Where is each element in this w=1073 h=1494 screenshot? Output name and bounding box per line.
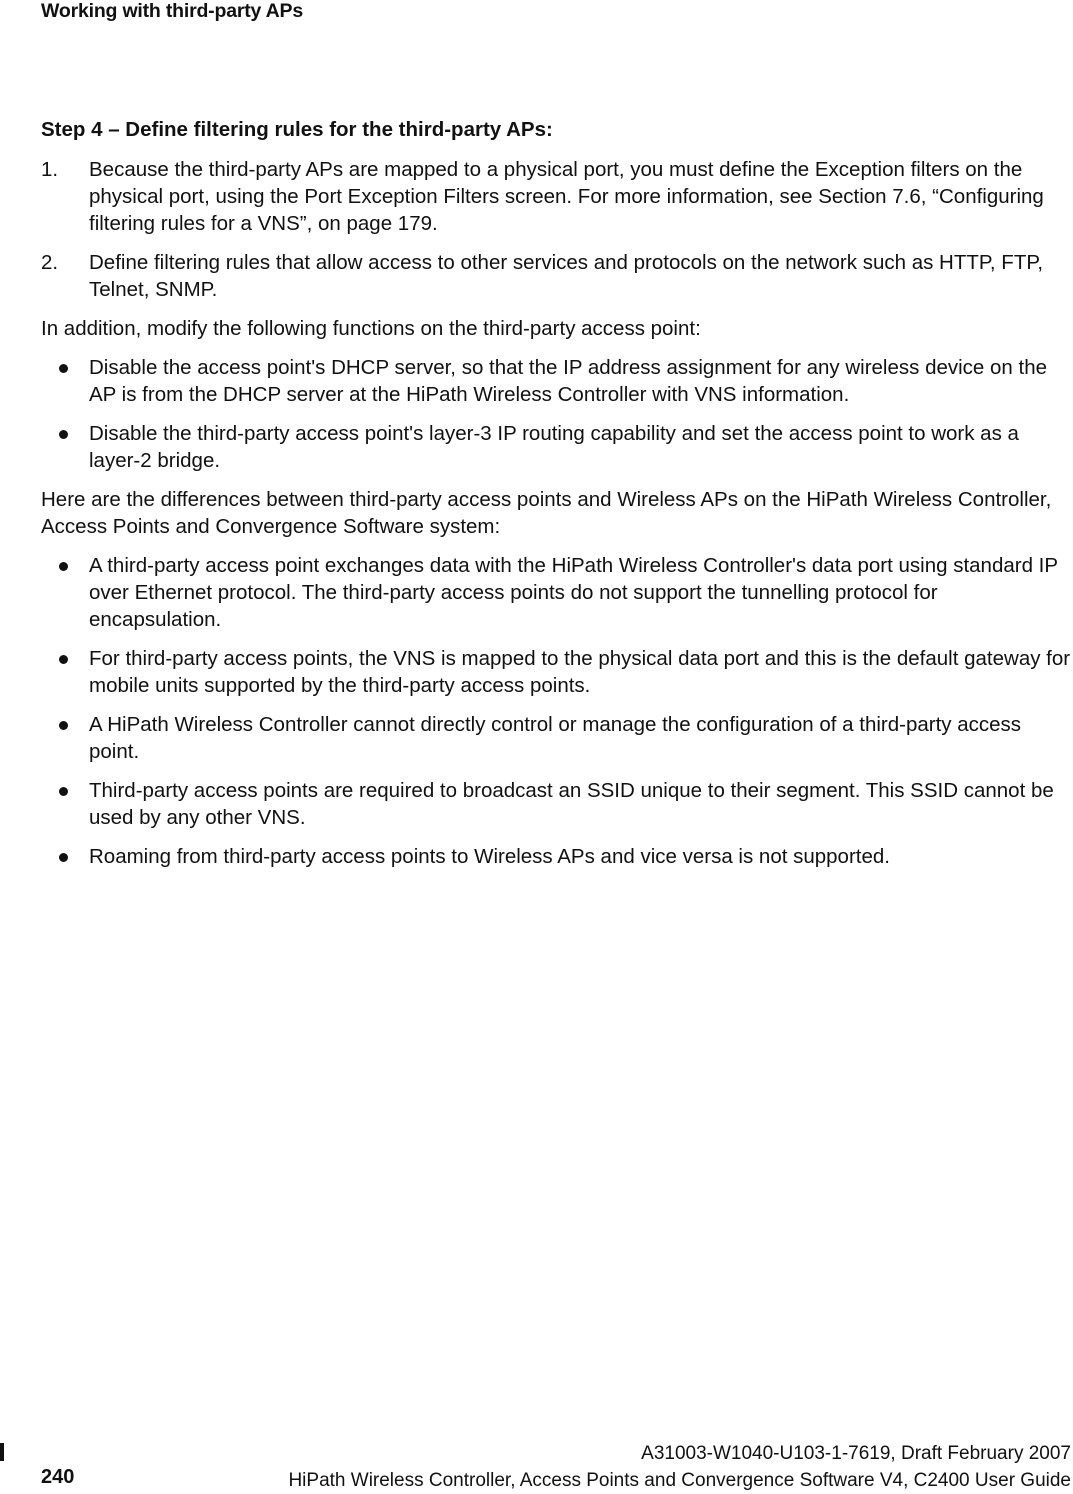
item-text: Define filtering rules that allow access to other services and protocols on the network such as HTTP, FTP, Telnet, SNMP.: [89, 251, 1044, 301]
bullet-text: Third-party access points are required to broadcast an SSID unique to their segment. This SSID cannot be used by any other VNS.: [89, 779, 1054, 829]
page-number: 240: [41, 1466, 75, 1488]
guide-title: HiPath Wireless Controller, Access Points and Convergence Software V4, C2400 User Guide: [288, 1470, 1071, 1491]
numbered-item: [41, 156, 1071, 237]
bullet-item: [41, 777, 1071, 831]
bullet-icon: [59, 562, 68, 571]
bullet-text: For third-party access points, the VNS is mapped to the physical data port and this is the default gateway for mobile units supported by the third-party access points.: [89, 647, 1071, 697]
item-number: 2.: [41, 251, 59, 274]
bullet-icon: [59, 721, 68, 730]
bullet-item: [41, 354, 1071, 408]
bullet-icon: [59, 364, 68, 373]
footer-info: [288, 1440, 1071, 1494]
bullet-item: [41, 420, 1071, 474]
bullet-item: [41, 552, 1071, 633]
bullet-item: [41, 843, 1071, 870]
bullet-item: [41, 711, 1071, 765]
bullet-icon: [59, 430, 68, 439]
bullet-text: Roaming from third-party access points to Wireless APs and vice versa is not supported.: [89, 845, 890, 868]
intro-paragraph: In addition, modify the following functions on the third-party access point:: [41, 317, 701, 340]
bullet-icon: [59, 853, 68, 862]
bullet-icon: [59, 787, 68, 796]
bullet-text: A third-party access point exchanges data with the HiPath Wireless Controller's data port using standard IP over Ethernet protocol. The third-party access points do not support the tunnelling protocol for encapsulation.: [89, 554, 1058, 631]
differences-paragraph: Here are the differences between third-party access points and Wireless APs on the HiPath Wireless Controller, Access Points and Convergence Software system:: [41, 488, 1052, 538]
footer-margin-bar: [0, 1443, 4, 1461]
bullet-text: Disable the third-party access point's layer-3 IP routing capability and set the access point to work as a layer-2 bridge.: [89, 422, 1019, 472]
running-header: Working with third-party APs: [41, 0, 303, 22]
step-heading: Step 4 – Define filtering rules for the third-party APs:: [41, 118, 553, 141]
bullet-text: A HiPath Wireless Controller cannot directly control or manage the configuration of a third-party access point.: [89, 713, 1022, 763]
bullet-icon: [59, 655, 68, 664]
page-body: [41, 116, 1071, 882]
document-id: A31003-W1040-U103-1-7619, Draft February 2007: [641, 1443, 1071, 1464]
bullet-text: Disable the access point's DHCP server, so that the IP address assignment for any wireless device on the AP is from the DHCP server at the HiPath Wireless Controller with VNS information.: [89, 356, 1048, 406]
numbered-item: [41, 249, 1071, 303]
item-number: 1.: [41, 158, 59, 181]
item-text: Because the third-party APs are mapped to a physical port, you must define the Exception filters on the physical port, using the Port Exception Filters screen. For more information, see Section 7.6, “Configuring filtering rules for a VNS”, on page 179.: [89, 158, 1044, 235]
bullet-item: [41, 645, 1071, 699]
